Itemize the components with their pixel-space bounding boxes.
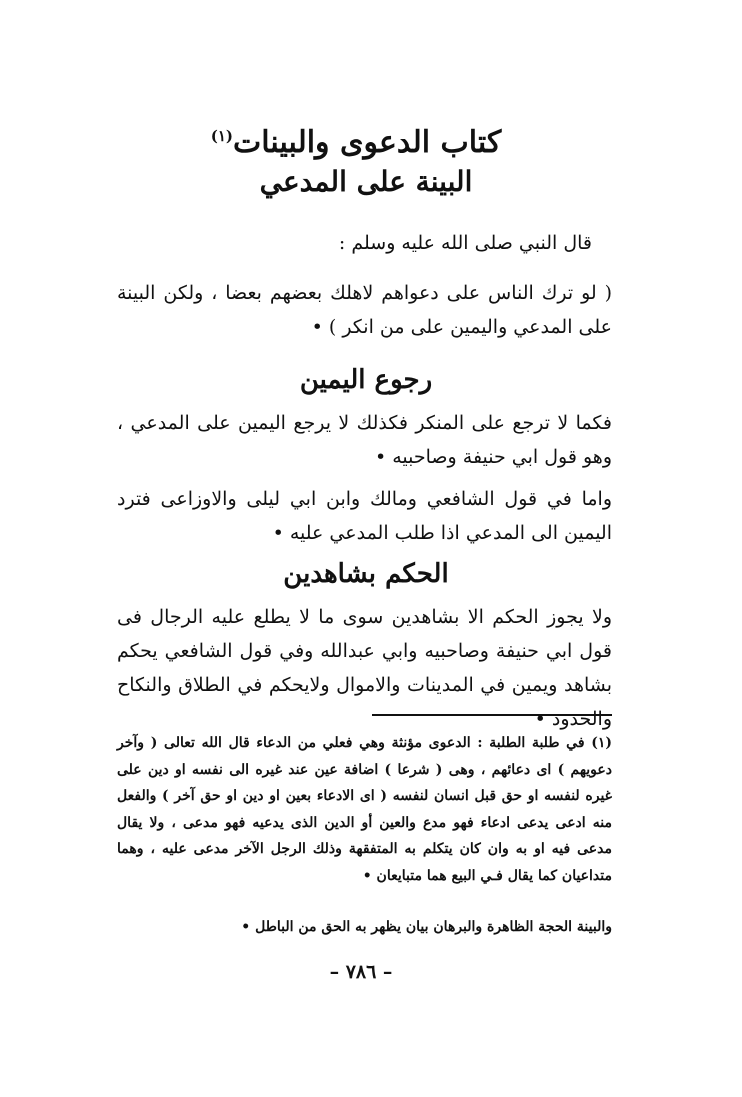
section-heading-hukm: الحكم بشاهدين	[283, 559, 449, 589]
chapter-subtitle: البينة على المدعي	[259, 165, 473, 198]
hadith-text: ( لو ترك الناس على دعواهم لاهلك بعضهم بعضا ، ولكن البينة على المدعي واليمين على من انكر ) •	[117, 282, 612, 338]
paragraph-yamin-1: فكما لا ترجع على المنكر فكذلك لا يرجع اليمين على المدعي ، وهو قول ابي حنيفة وصاحبيه •	[117, 412, 612, 468]
page-number: – ٧٨٦ –	[329, 961, 393, 983]
paragraph-yamin-2: واما في قول الشافعي ومالك وابن ابي ليلى والاوزاعى فترد اليمين الى المدعي اذا طلب المدعي عليه •	[117, 488, 612, 544]
footnote-2: والبينة الحجة الظاهرة والبرهان بيان يظهر به الحق من الباطل •	[241, 919, 612, 935]
chapter-title-text: كتاب الدعوى والبينات	[233, 125, 502, 160]
footnote-divider	[372, 714, 612, 716]
paragraph-hukm: ولا يجوز الحكم الا بشاهدين سوى ما لا يطلع عليه الرجال فى قول ابي حنيفة وصاحبيه وابي عبدالله وفي قول الشافعي يحكم بشاهد ويمين في المدينات والاموال ولايحكم في الطلاق والنكاح والحدود •	[117, 606, 612, 730]
section-heading-yamin: رجوع اليمين	[299, 365, 433, 395]
footnote-marker: (١)	[210, 127, 234, 145]
hadith-intro: قال النبي صلى الله عليه وسلم :	[338, 232, 592, 254]
chapter-title	[0, 116, 742, 163]
footnote-1: (١) في طلبة الطلبة : الدعوى مؤنثة وهي فعلي من الدعاء قال الله تعالى ( وآخر دعويهم ) اى دعائهم ، وهى ( شرعا ) اضافة عين عند غيره الى نفسه او دين على غيره لنفسه او حق قبل انسان لنفسه ( اى الادعاء بعين او دين او حق آخر ) والفعل منه ادعى يدعى ادعاء فهو مدع والعين أو الدين الذى يدعيه فهو مدعى ، ولا يقال مدعى فيه او به وان كان يتكلم به المتفقهة وذلك الرجل الآخر مدعى عليه ، وهما متداعيان كما يقال فـي البيع هما متبايعان •	[117, 735, 612, 884]
